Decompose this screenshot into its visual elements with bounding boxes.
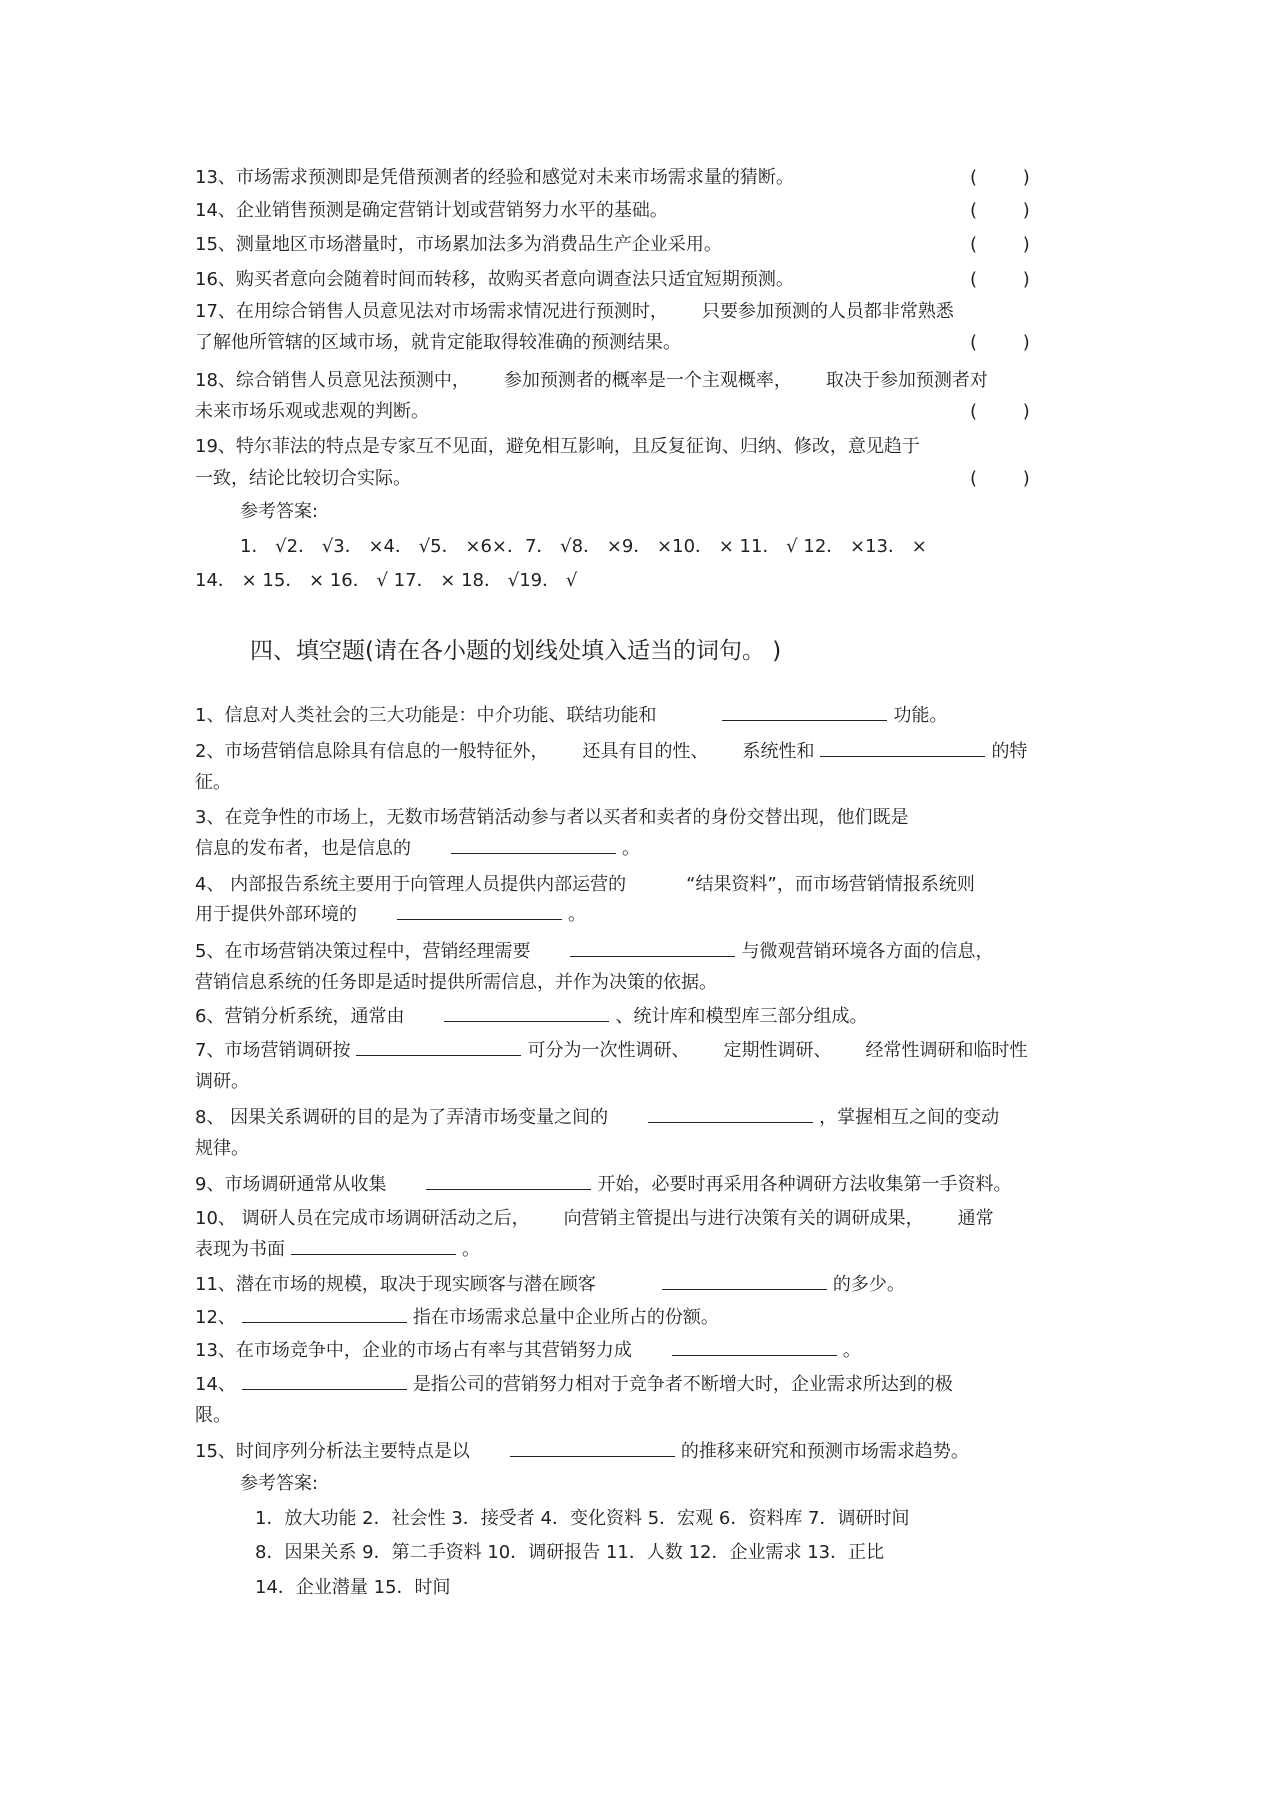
text-segment: 表现为书面 [195, 1239, 285, 1260]
text-segment: 信息的发布者，也是信息的 [195, 838, 411, 859]
fill-question-5-line1 [195, 940, 993, 964]
text-segment: 参加预测者的概率是一个主观概率， [503, 370, 792, 391]
answer-paren: ( ) [970, 234, 1030, 255]
text-segment: 向营销主管提出与进行决策有关的调研成果， [563, 1208, 924, 1229]
answer-paren: ( ) [970, 269, 1030, 290]
text-segment: 还具有目的性、 [582, 741, 709, 762]
tf-question-17-line1 [195, 300, 954, 324]
fill-question-2-line1 [195, 740, 1027, 764]
tf-question-18-line1 [195, 369, 988, 393]
answer-paren: ( ) [970, 200, 1030, 221]
text-segment: 。 [622, 838, 640, 859]
text-segment: 6、营销分析系统，通常由 [195, 1006, 405, 1027]
fill-question-2-line2: 征。 [195, 772, 231, 793]
text-segment: 、统计库和模型库三部分组成。 [615, 1006, 868, 1027]
fill-question-10-line1 [195, 1207, 994, 1231]
fill-question-9 [195, 1173, 1011, 1197]
fill-answer-label: 参考答案: [240, 1473, 319, 1494]
fill-question-4-line2 [195, 903, 586, 927]
fill-question-11 [195, 1273, 905, 1297]
tf-question-19-line1: 19、特尔菲法的特点是专家互不见面，避免相互影响，且反复征询、归纳、修改，意见趋于 [195, 436, 920, 457]
blank-line [648, 1106, 813, 1123]
fill-answers-line3: 14．企业潜量 15．时间 [255, 1577, 451, 1598]
text-segment: 15、时间序列分析法主要特点是以 [195, 1441, 470, 1462]
tf-question-16: 16、购买者意向会随着时间而转移，故购买者意向调查法只适宜短期预测。 [195, 269, 794, 290]
blank-line [291, 1238, 456, 1255]
blank-line [242, 1373, 407, 1390]
text-segment: 11、潜在市场的规模，取决于现实顾客与潜在顾客 [195, 1274, 596, 1295]
text-segment: 。 [568, 904, 586, 925]
text-segment: 系统性和 [742, 741, 815, 762]
text-segment: “结果资料”，而市场营销情报系统则 [686, 874, 975, 895]
fill-question-8-line1 [195, 1106, 999, 1130]
answer-paren: ( ) [970, 167, 1030, 188]
fill-question-14-line2: 限。 [195, 1405, 231, 1426]
blank-line [820, 740, 985, 757]
text-segment: 的特 [991, 741, 1028, 762]
text-segment: 2、市场营销信息除具有信息的一般特征外， [195, 741, 549, 762]
text-segment: 13、在市场竞争中，企业的市场占有率与其营销努力成 [195, 1340, 632, 1361]
text-segment: 是指公司的营销努力相对于竞争者不断增大时，企业需求所达到的极 [412, 1374, 953, 1395]
fill-answers-line2: 8．因果关系 9．第二手资料 10．调研报告 11．人数 12．企业需求 13．正比 [255, 1542, 885, 1563]
tf-question-17-line2: 了解他所管辖的区域市场，就肯定能取得较准确的预测结果。 [195, 332, 681, 353]
text-segment: 的推移来研究和预测市场需求趋势。 [680, 1441, 969, 1462]
fill-question-13 [195, 1339, 861, 1363]
text-segment: 10、 调研人员在完成市场调研活动之后， [195, 1208, 530, 1229]
blank-line [570, 940, 735, 957]
tf-question-14: 14、企业销售预测是确定营销计划或营销努力水平的基础。 [195, 200, 668, 221]
blank-line [356, 1039, 521, 1056]
fill-question-7-line1 [195, 1039, 1027, 1063]
tf-question-13: 13、市场需求预测即是凭借预测者的经验和感觉对未来市场需求量的猜断。 [195, 167, 794, 188]
tf-answer-label: 参考答案: [240, 501, 319, 522]
fill-question-12 [195, 1306, 719, 1330]
text-segment: 的多少。 [832, 1274, 905, 1295]
text-segment: 取决于参加预测者对 [825, 370, 988, 391]
fill-question-15 [195, 1440, 969, 1464]
text-segment: 14、 [195, 1374, 236, 1395]
blank-line [397, 903, 562, 920]
fill-question-6 [195, 1005, 867, 1029]
fill-question-7-line2: 调研。 [195, 1071, 249, 1092]
blank-line [242, 1306, 407, 1323]
text-segment: 。 [462, 1239, 480, 1260]
fill-question-3-line1: 3、在竞争性的市场上，无数市场营销活动参与者以买者和卖者的身份交替出现，他们既是 [195, 807, 909, 828]
text-segment: 可分为一次性调研、 [527, 1040, 690, 1061]
text-segment: 8、 因果关系调研的目的是为了弄清市场变量之间的 [195, 1107, 609, 1128]
answer-paren: ( ) [970, 468, 1030, 489]
text-segment: 1、信息对人类社会的三大功能是：中介功能、联结功能和 [195, 705, 657, 726]
fill-question-1 [195, 704, 947, 728]
text-segment: 9、市场调研通常从收集 [195, 1174, 387, 1195]
tf-answers-line1: 1． √2． √3． ×4． √5． ×6×．7． √8． ×9． ×10． × 11． √ 12． ×13． × [240, 536, 927, 557]
tf-answers-line2: 14． × 15． × 16． √ 17． × 18． √19． √ [195, 570, 578, 591]
text-segment: ，掌握相互之间的变动 [819, 1107, 1000, 1128]
text-segment: 通常 [957, 1208, 994, 1229]
text-segment: 经常性调研和临时性 [865, 1040, 1028, 1061]
text-segment: 18、综合销售人员意见法预测中， [195, 370, 470, 391]
fill-question-8-line2: 规律。 [195, 1138, 249, 1159]
answer-paren: ( ) [970, 401, 1030, 422]
fill-answers-line1: 1．放大功能 2．社会性 3．接受者 4．变化资料 5．宏观 6．资料库 7．调研时间 [255, 1508, 910, 1529]
blank-line [672, 1339, 837, 1356]
text-segment: 。 [842, 1340, 861, 1361]
fill-question-14-line1 [195, 1373, 953, 1397]
text-segment: 指在市场需求总量中企业所占的份额。 [412, 1307, 719, 1328]
blank-line [444, 1005, 609, 1022]
text-segment: 17、在用综合销售人员意见法对市场需求情况进行预测时， [195, 301, 668, 322]
text-segment: 12、 [195, 1307, 236, 1328]
blank-line [662, 1273, 827, 1290]
text-segment: 只要参加预测的人员都非常熟悉 [701, 301, 954, 322]
text-segment: 功能。 [893, 705, 948, 726]
blank-line [722, 704, 887, 721]
text-segment: 5、在市场营销决策过程中，营销经理需要 [195, 941, 531, 962]
tf-question-15: 15、测量地区市场潜量时，市场累加法多为消费品生产企业采用。 [195, 234, 722, 255]
section-heading: 四、填空题(请在各小题的划线处填入适当的词句。 ) [250, 638, 782, 664]
fill-question-10-line2 [195, 1238, 480, 1262]
answer-paren: ( ) [970, 332, 1030, 353]
blank-line [451, 837, 616, 854]
text-segment: 定期性调研、 [723, 1040, 832, 1061]
blank-line [510, 1440, 675, 1457]
text-segment: 开始，必要时再采用各种调研方法收集第一手资料。 [597, 1174, 1012, 1195]
tf-question-18-line2: 未来市场乐观或悲观的判断。 [195, 401, 429, 422]
fill-question-4-line1 [195, 873, 975, 897]
text-segment: 与微观营销环境各方面的信息， [741, 941, 994, 962]
tf-question-19-line2: 一致，结论比较切合实际。 [195, 468, 411, 489]
fill-question-3-line2 [195, 837, 640, 861]
fill-question-5-line2: 营销信息系统的任务即是适时提供所需信息，并作为决策的依据。 [195, 972, 717, 993]
text-segment: 7、市场营销调研按 [195, 1040, 351, 1061]
text-segment: 4、 内部报告系统主要用于向管理人员提供内部运营的 [195, 874, 627, 895]
blank-line [426, 1173, 591, 1190]
text-segment: 用于提供外部环境的 [195, 904, 357, 925]
